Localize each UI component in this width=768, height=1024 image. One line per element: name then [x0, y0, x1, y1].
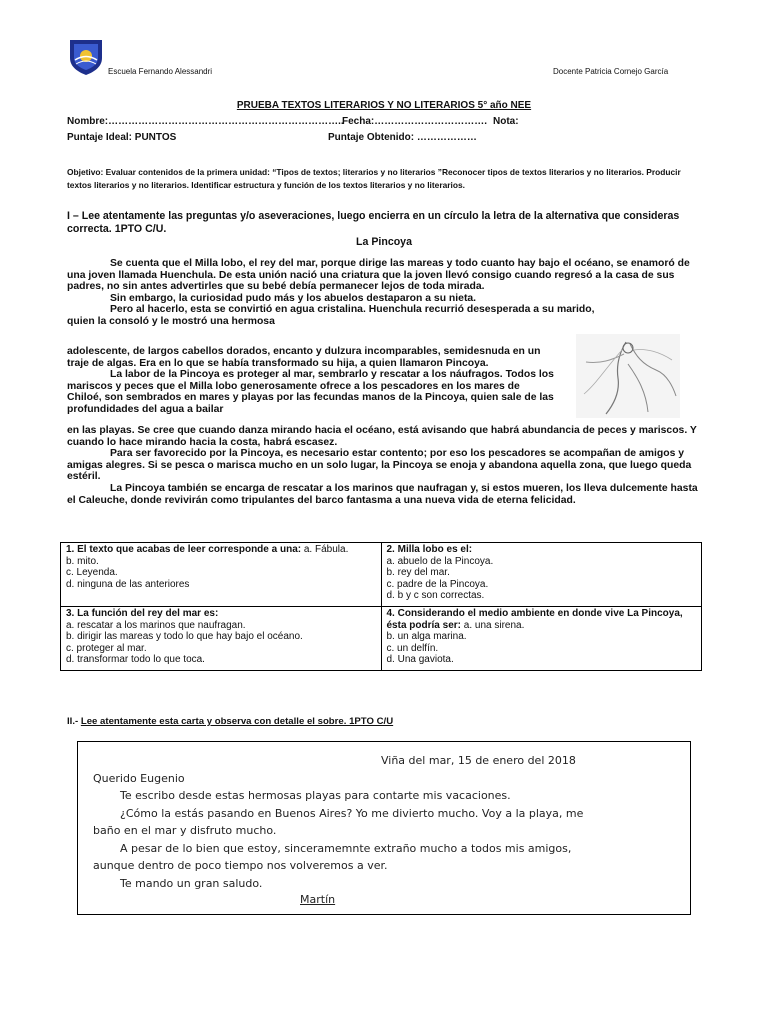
question-option[interactable]: d. Una gaviota. [386, 654, 454, 666]
question-option[interactable]: a. rescatar a los marinos que naufragan. [66, 619, 246, 631]
question-option[interactable]: a. una sirena. [460, 619, 525, 631]
question-option[interactable]: c. un delfín. [386, 642, 439, 654]
section2-text: Lee atentamente esta carta y observa con detalle el sobre. 1PTO C/U [80, 716, 394, 727]
question-option[interactable]: c. proteger al mar. [66, 642, 147, 654]
question-2 [381, 543, 702, 607]
name-field: Nombre:…………………………………………………………….. [67, 116, 344, 127]
question-option[interactable]: c. padre de la Pincoya. [386, 578, 489, 590]
section1-instruction: I – Lee atentamente las preguntas y/o aseveraciones, luego encierra en un círculo la letra de la alternativa que consideras correcta. 1PTO C/U. [67, 210, 680, 235]
letter-date: Viña del mar, 15 de enero del 2018 [381, 754, 576, 767]
question-option[interactable]: a. Fábula. [301, 544, 349, 555]
question-3 [61, 606, 382, 670]
story-part-bottom [67, 425, 707, 506]
question-option[interactable]: d. ninguna de las anteriores [66, 578, 190, 590]
letter-line: aunque dentro de poco tiempo nos volveremos a ver. [93, 859, 388, 872]
obtained-score-field: Puntaje Obtenido: ……………… [328, 132, 477, 143]
letter-box [77, 741, 691, 915]
teacher-name: Docente Patricia Cornejo García [553, 67, 669, 76]
question-option[interactable]: b. rey del mar. [386, 567, 450, 579]
objective-text: Objetivo: Evaluar contenidos de la primera unidad: “Tipos de textos; literarios y no literarios ”Reconocer tipos de textos literarios y no literarios. Producir textos literarios y no literarios. Identificar estructura y función de los textos literarios y no literarios. [67, 167, 681, 190]
story-paragraph: Pero al hacerlo, esta se convirtió en agua cristalina. Huenchula recurrió desesperada a su marido, quien la consoló y le mostró una hermosa [67, 304, 595, 327]
pincoya-illustration [576, 334, 680, 418]
story-paragraph: Para ser favorecido por la Pincoya, es necesario estar contento; por eso los pescadores se acompañan de amigos y amigas alegres. Si se pesca o marisca mucho en un solo lugar, la Pincoya se enoja y abandona aquella zona, que luego queda estéril. [67, 448, 692, 483]
questions-table [60, 542, 702, 671]
letter-line: Te mando un gran saludo. [120, 877, 263, 890]
question-option[interactable]: b. mito. [66, 555, 99, 567]
letter-signature: Martín [300, 893, 336, 906]
question-1 [61, 543, 382, 607]
story-paragraph: en las playas. Se cree que cuando danza mirando hacia el océano, está avisando que habrá abundancia de peces y mariscos. Y cuando lo hace mirando hacia la costa, habrá escasez. [67, 425, 697, 448]
letter-greeting: Querido Eugenio [93, 772, 185, 785]
school-name: Escuela Fernando Alessandri [108, 67, 213, 76]
story-paragraph: adolescente, de largos cabellos dorados, encanto y dulzura incomparables, semidesnuda en un traje de algas. Era en lo que se había transformado su hija, a quien llamaron Pincoya. [67, 346, 541, 369]
question-4 [381, 606, 702, 670]
question-option[interactable]: d. transformar todo lo que toca. [66, 654, 205, 666]
question-option[interactable]: d. b y c son correctas. [386, 590, 485, 602]
test-title: PRUEBA TEXTOS LITERARIOS Y NO LITERARIOS 5° año NEE [236, 100, 532, 111]
letter-line: Te escribo desde estas hermosas playas para contarte mis vacaciones. [120, 789, 511, 802]
story-paragraph: La Pincoya también se encarga de rescatar a los marinos que naufragan y, si estos mueren, los lleva dulcemente hasta el Caleuche, donde revivirán como tripulantes del barco fantasma a una nueva vida de eterna felicidad. [67, 482, 698, 506]
question-stem: 3. La función del rey del mar es: [66, 607, 219, 619]
section2-prefix: II.- [67, 716, 81, 727]
question-option[interactable]: a. abuelo de la Pincoya. [386, 555, 494, 567]
story-part-wrap [67, 346, 555, 416]
letter-line: ¿Cómo la estás pasando en Buenos Aires? Yo me divierto mucho. Voy a la playa, me [120, 807, 584, 820]
date-field: Fecha:……………………………. [342, 116, 488, 127]
story-paragraph: La labor de la Pincoya es proteger al mar, sembrarlo y rescatar a los náufragos. Todos los mariscos y peces que el Milla lobo generosamente ofrece a los pescadores en los mares de Chiloé, son sembrados en mares y playas por las fecundas manos de la Pincoya, quien sale de las profundidades del agua a bailar [67, 369, 554, 415]
question-option[interactable]: c. Leyenda. [66, 567, 118, 579]
question-stem: 1. El texto que acabas de leer corresponde a una: [66, 544, 302, 555]
school-logo [66, 36, 106, 76]
letter-line: baño en el mar y disfruto mucho. [93, 824, 277, 837]
story-part-top [67, 258, 707, 328]
letter-line: A pesar de lo bien que estoy, sinceramemnte extraño mucho a todos mis amigos, [120, 842, 572, 855]
question-stem: 4. Considerando el medio ambiente en donde vive La Pincoya, ésta podría ser: [386, 607, 683, 631]
section2-instruction [67, 716, 393, 727]
question-option[interactable]: b. dirigir las mareas y todo lo que hay bajo el océano. [66, 631, 303, 643]
story-paragraph: Se cuenta que el Milla lobo, el rey del mar, porque dirige las mareas y todo cuanto hay bajo el océano, se enamoró de una joven llamada Huenchula. De esta unión nació una criatura que la joven llevó consigo cuando regresó a la casa de sus padres, no sin antes advertirles que su bebé debía permanecer lejos de toda mirada. [67, 258, 690, 293]
ideal-score-field: Puntaje Ideal: PUNTOS [67, 132, 177, 143]
story-title: La Pincoya [356, 236, 412, 248]
grade-field: Nota: [493, 116, 519, 127]
story-paragraph: Sin embargo, la curiosidad pudo más y los abuelos destaparon a su nieta. [110, 292, 477, 304]
question-stem: 2. Milla lobo es el: [386, 544, 473, 555]
question-option[interactable]: b. un alga marina. [386, 631, 467, 643]
